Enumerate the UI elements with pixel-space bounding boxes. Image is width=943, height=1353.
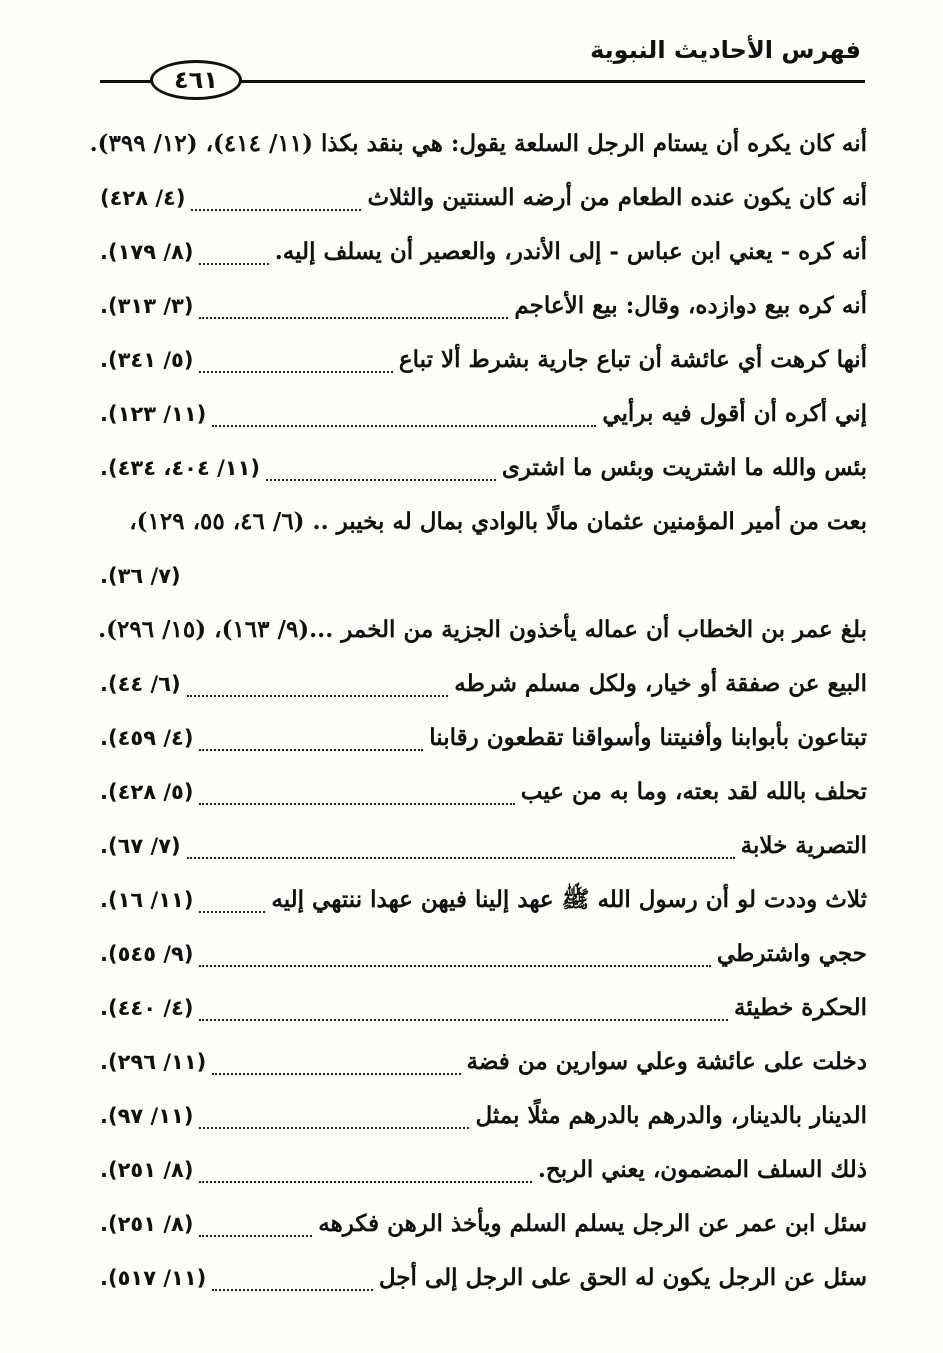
index-entry bbox=[100, 819, 867, 873]
entry-reference: (٤/ ٤٢٨) bbox=[100, 186, 186, 210]
entry-text: ذلك السلف المضمون، يعني الربح. bbox=[537, 1156, 867, 1183]
index-entry bbox=[100, 441, 867, 495]
entry-reference: (٤/ ٤٥٩). bbox=[100, 726, 194, 750]
index-entry bbox=[100, 927, 867, 981]
index-entry bbox=[100, 171, 867, 225]
index-entry bbox=[100, 1035, 867, 1089]
dot-leader bbox=[212, 424, 596, 427]
index-entry bbox=[89, 117, 867, 171]
entry-reference: (٤/ ٤٤٠). bbox=[100, 996, 194, 1020]
dot-leader bbox=[199, 262, 268, 265]
entry-reference: (١١/ ٥١٧). bbox=[100, 1266, 207, 1290]
index-entry bbox=[100, 603, 867, 657]
dot-leader bbox=[191, 208, 361, 211]
entry-text: بلغ عمر بن الخطاب أن عماله يأخذون الجزية من الخمر ...(٩/ ١٦٣)، (١٥/ ٢٩٦). bbox=[98, 616, 867, 643]
index-entry bbox=[100, 333, 867, 387]
index-entry bbox=[100, 1251, 867, 1305]
entry-reference: (١١/ ٤٠٤، ٤٣٤). bbox=[100, 456, 261, 480]
entry-reference: (٦/ ٤٤). bbox=[100, 672, 181, 696]
index-entry bbox=[100, 1089, 867, 1143]
entry-reference: (٨/ ٢٥١). bbox=[100, 1212, 194, 1236]
dot-leader bbox=[266, 478, 496, 481]
page-header bbox=[0, 18, 943, 108]
entry-reference: (٣/ ٣١٣). bbox=[100, 294, 194, 318]
index-entry bbox=[100, 765, 867, 819]
dot-leader bbox=[199, 910, 265, 913]
entry-reference: (٩/ ٥٤٥). bbox=[100, 942, 194, 966]
dot-leader bbox=[199, 1126, 469, 1129]
dot-leader bbox=[199, 1234, 312, 1237]
entry-text: دخلت على عائشة وعلي سوارين من فضة bbox=[466, 1048, 867, 1075]
entry-reference: (١١/ ١٦). bbox=[100, 888, 194, 912]
dot-leader bbox=[199, 964, 710, 967]
entry-text: أنه كره بيع دوازده، وقال: بيع الأعاجم bbox=[514, 292, 867, 319]
index-entry bbox=[100, 1197, 867, 1251]
index-entry bbox=[100, 225, 867, 279]
entry-text: حجي واشترطي bbox=[716, 940, 867, 967]
entry-text: أنه كان يكره أن يستام الرجل السلعة يقول: هي بنقد بكذا (١١/ ٤١٤)، (١٢/ ٣٩٩). bbox=[89, 130, 867, 157]
dot-leader bbox=[212, 1072, 460, 1075]
entry-text: بئس والله ما اشتريت وبئس ما اشترى bbox=[501, 454, 867, 481]
entry-reference: (١١/ ٩٧). bbox=[100, 1104, 194, 1128]
entry-reference: (٧/ ٦٧). bbox=[100, 834, 181, 858]
index-entry bbox=[100, 873, 867, 927]
entry-text: أنه كان يكون عنده الطعام من أرضه السنتين والثلاث bbox=[367, 184, 867, 211]
dot-leader bbox=[199, 370, 392, 373]
dot-leader bbox=[199, 748, 423, 751]
dot-leader bbox=[187, 694, 449, 697]
hadith-index-list bbox=[89, 117, 867, 1305]
index-entry bbox=[100, 279, 867, 333]
entry-reference: (٨/ ٢٥١). bbox=[100, 1158, 194, 1182]
index-entry bbox=[100, 711, 867, 765]
index-entry bbox=[100, 1143, 867, 1197]
dot-leader bbox=[199, 1180, 531, 1183]
dot-leader bbox=[212, 1288, 373, 1291]
entry-text: تحلف بالله لقد بعته، وما به من عيب bbox=[520, 778, 867, 805]
entry-text: سئل ابن عمر عن الرجل يسلم السلم ويأخذ الرهن فكرهه bbox=[318, 1210, 867, 1237]
entry-text: الدينار بالدينار، والدرهم بالدرهم مثلًا بمثل bbox=[475, 1102, 867, 1129]
page-number: ٤٦١ bbox=[150, 60, 242, 100]
entry-reference: (٥/ ٤٢٨). bbox=[100, 780, 194, 804]
entry-text: أنه كره - يعني ابن عباس - إلى الأندر، والعصير أن يسلف إليه. bbox=[274, 238, 867, 265]
entry-text: بعت من أمير المؤمنين عثمان مالًا بالوادي بمال له بخيبر .. (٦/ ٤٦، ٥٥، ١٢٩)، bbox=[129, 508, 867, 535]
entry-text: ثلاث وددت لو أن رسول الله ﷺ عهد إلينا فيهن عهدا ننتهي إليه bbox=[271, 886, 867, 913]
entry-text: التصرية خلابة bbox=[740, 832, 867, 859]
index-entry bbox=[100, 981, 867, 1035]
dot-leader bbox=[187, 856, 735, 859]
index-entry bbox=[100, 657, 867, 711]
index-entry bbox=[100, 495, 867, 549]
entry-reference: (٥/ ٣٤١). bbox=[100, 348, 194, 372]
index-entry bbox=[100, 387, 867, 441]
entry-text: إني أكره أن أقول فيه برأيي bbox=[602, 400, 867, 427]
dot-leader bbox=[199, 802, 514, 805]
entry-continuation: (٧/ ٣٦). bbox=[100, 564, 181, 588]
entry-text: الحكرة خطيئة bbox=[734, 994, 867, 1021]
entry-reference: (٨/ ١٧٩). bbox=[100, 240, 194, 264]
entry-text: سئل عن الرجل يكون له الحق على الرجل إلى أجل bbox=[378, 1264, 867, 1291]
entry-text: أنها كرهت أي عائشة أن تباع جارية بشرط ألا تباع bbox=[398, 346, 867, 373]
entry-reference: (١١/ ٢٩٦). bbox=[100, 1050, 207, 1074]
dot-leader bbox=[199, 316, 508, 319]
dot-leader bbox=[199, 1018, 728, 1021]
entry-text: البيع عن صفقة أو خيار، ولكل مسلم شرطه bbox=[454, 670, 867, 697]
page-title: فهرس الأحاديث النبوية bbox=[590, 36, 861, 64]
entry-text: تبتاعون بأبوابنا وأفنيتنا وأسواقنا تقطعون رقابنا bbox=[429, 724, 867, 751]
entry-reference: (١١/ ١٢٣). bbox=[100, 402, 207, 426]
